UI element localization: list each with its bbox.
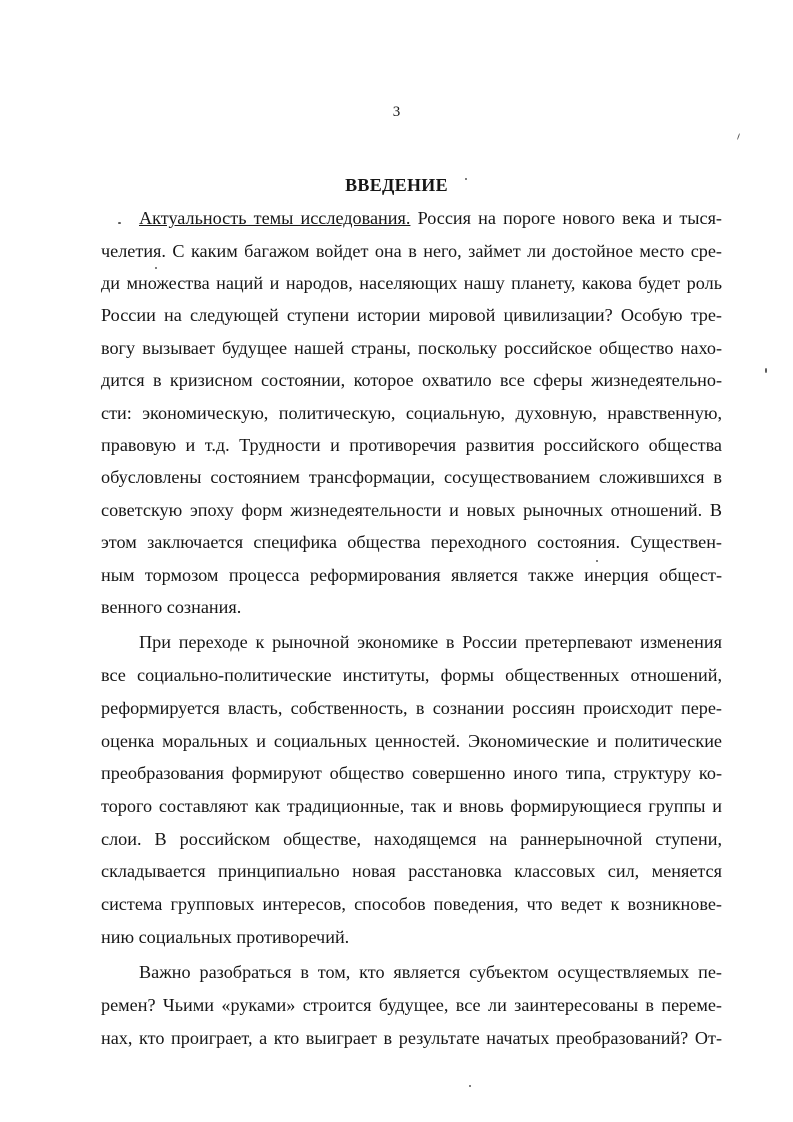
page-number: 3 bbox=[392, 104, 401, 120]
paragraph-1-line: России на следующей ступени истории мировой цивилизации? Особую тре- bbox=[101, 305, 722, 325]
paragraph-1-line: челетия. С каким багажом войдет она в него, займет ли достойное место сре- bbox=[101, 241, 722, 261]
paragraph-1-line: венного сознания. bbox=[101, 597, 242, 617]
paragraph-1-line: советскую эпоху форм жизнедеятельности и новых рыночных отношений. В bbox=[101, 500, 722, 520]
paragraph-2-line: все социально-политические институты, формы общественных отношений, bbox=[101, 665, 722, 685]
scan-speck bbox=[737, 133, 740, 140]
paragraph-3-line: ремен? Чьими «руками» строится будущее, все ли заинтересованы в переме- bbox=[101, 995, 722, 1015]
paragraph-3-line: нах, кто проиграет, а кто выиграет в результате начатых преобразований? От- bbox=[101, 1028, 722, 1048]
scan-speck bbox=[465, 178, 467, 180]
paragraph-1-line: сти: экономическую, политическую, социальную, духовную, нравственную, bbox=[101, 403, 722, 423]
paragraph-2-line: оценка моральных и социальных ценностей. Экономические и политические bbox=[101, 731, 722, 751]
paragraph-2-line: торого составляют как традиционные, так и вновь формирующиеся группы и bbox=[101, 796, 722, 816]
paragraph-2-line: нию социальных противоречий. bbox=[101, 927, 350, 947]
scan-speck bbox=[155, 267, 157, 269]
paragraph-1-line: этом заключается специфика общества переходного состояния. Существен- bbox=[101, 532, 722, 552]
scan-speck bbox=[118, 222, 121, 224]
paragraph-2-line: реформируется власть, собственность, в сознании россиян происходит пере- bbox=[101, 698, 722, 718]
paragraph-2-line: слои. В российском обществе, находящемся на раннерыночной ступени, bbox=[101, 829, 722, 849]
paragraph-2-line: При переходе к рыночной экономике в России претерпевают изменения bbox=[139, 632, 722, 652]
paragraph-1-line: дится в кризисном состоянии, которое охватило все сферы жизнедеятельно- bbox=[101, 370, 722, 390]
paragraph-3-line: Важно разобраться в том, кто является субъектом осуществляемых пе- bbox=[139, 962, 722, 982]
paragraph-1-line: обусловлены состоянием трансформации, сосуществованием сложившихся в bbox=[101, 467, 722, 487]
paragraph-1-line: вогу вызывает будущее нашей страны, поскольку российское общество нахо- bbox=[101, 338, 722, 358]
topic-heading: Актуальность темы исследования. bbox=[139, 208, 411, 228]
paragraph-2-line: система групповых интересов, способов поведения, что ведет к возникнове- bbox=[101, 894, 722, 914]
scan-speck bbox=[469, 1085, 471, 1087]
paragraph-1-line: ным тормозом процесса реформирования является также инерция общест- bbox=[101, 565, 722, 585]
section-title: ВВЕДЕНИЕ bbox=[345, 175, 448, 195]
paragraph-1-line-1: Актуальность темы исследования. Россия на пороге нового века и тыся- bbox=[139, 208, 722, 228]
paragraph-1-line: ди множества наций и народов, населяющих нашу планету, какова будет роль bbox=[101, 273, 722, 293]
paragraph-2-line: преобразования формируют общество совершенно иного типа, структуру ко- bbox=[101, 763, 722, 783]
paragraph-2-line: складывается принципиально новая расстановка классовых сил, меняется bbox=[101, 861, 722, 881]
scan-speck bbox=[596, 560, 598, 562]
scan-speck bbox=[765, 368, 767, 373]
paragraph-1-line: правовую и т.д. Трудности и противоречия развития российского общества bbox=[101, 435, 722, 455]
